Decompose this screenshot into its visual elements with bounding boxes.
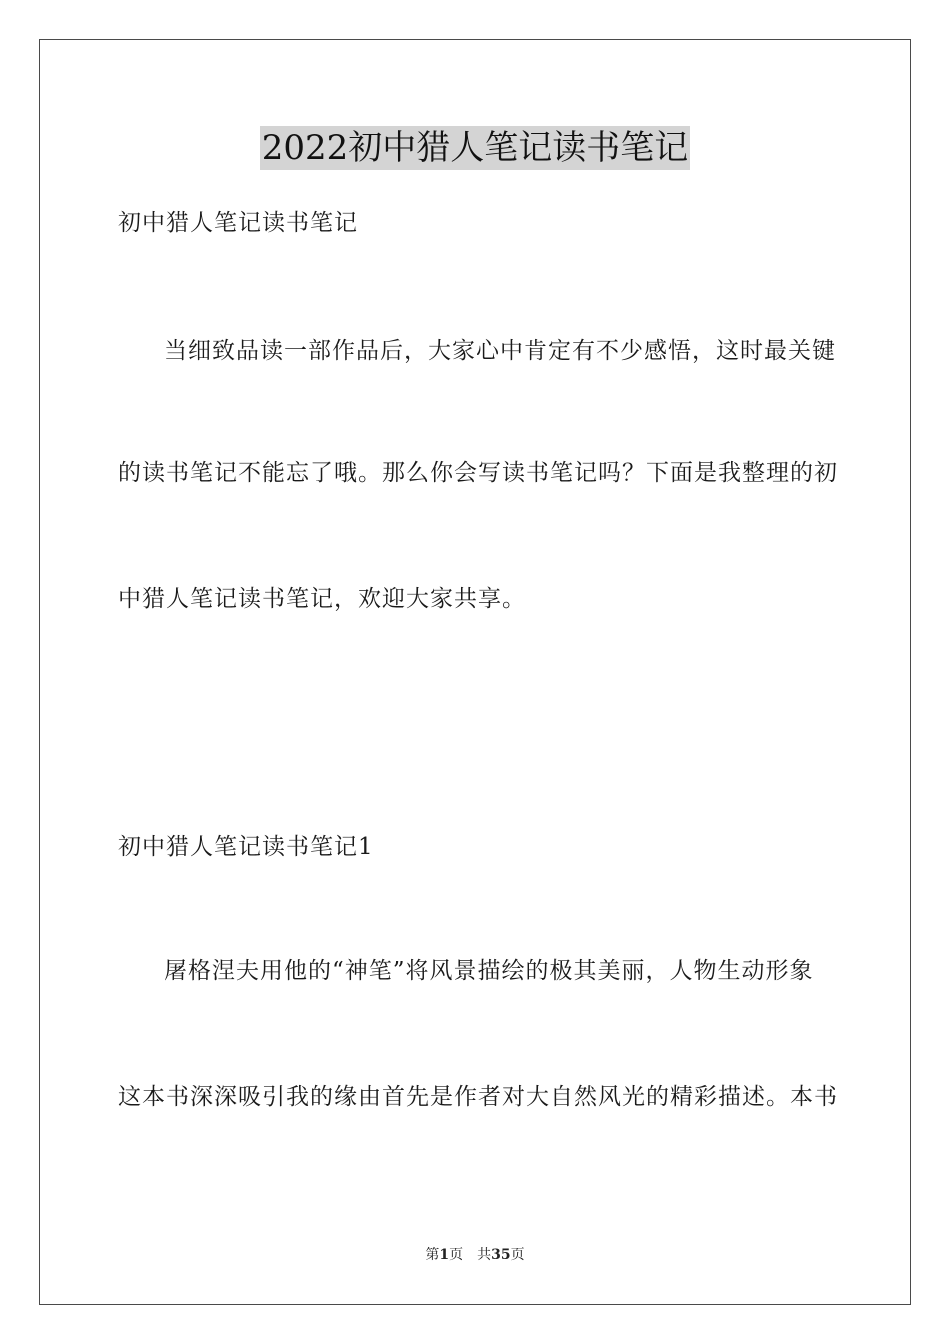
- section1-line-2: 这本书深深吸引我的缘由首先是作者对大自然风光的精彩描述。本书: [118, 1084, 838, 1110]
- footer-total-pages: 35: [491, 1247, 511, 1263]
- footer-total-suffix: 页: [510, 1247, 525, 1263]
- intro-line-3: 中猎人笔记读书笔记，欢迎大家共享。: [118, 586, 526, 612]
- page-footer: [0, 1245, 950, 1265]
- footer-page-suffix: 页: [449, 1247, 464, 1263]
- section1-heading: 初中猎人笔记读书笔记1: [118, 834, 374, 860]
- document-subtitle: 初中猎人笔记读书笔记: [118, 210, 358, 236]
- footer-page-prefix: 第: [425, 1247, 440, 1263]
- title-container: [0, 126, 950, 170]
- intro-line-1: 当细致品读一部作品后，大家心中肯定有不少感悟，这时最关键: [164, 338, 836, 364]
- document-title: 2022初中猎人笔记读书笔记: [261, 128, 689, 168]
- footer-total-prefix: 共: [477, 1247, 492, 1263]
- section1-line-1: 屠格涅夫用他的“神笔”将风景描绘的极其美丽，人物生动形象: [164, 958, 814, 984]
- intro-line-2: 的读书笔记不能忘了哦。那么你会写读书笔记吗？下面是我整理的初: [118, 460, 838, 486]
- footer-page-number: 1: [439, 1247, 450, 1263]
